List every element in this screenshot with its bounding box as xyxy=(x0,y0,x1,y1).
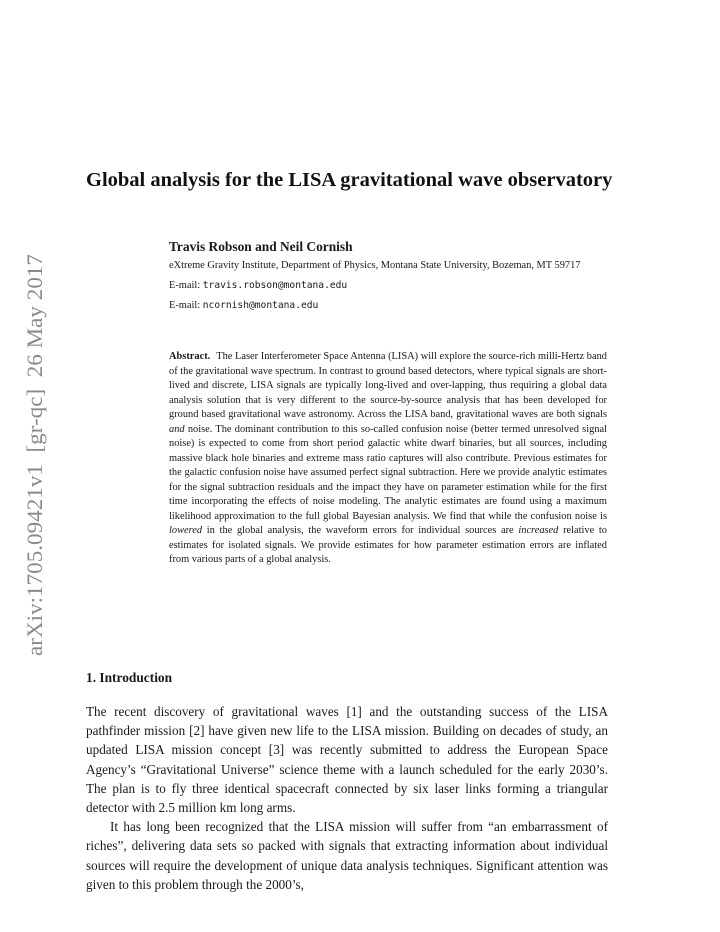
abstract-emphasis: lowered xyxy=(169,525,203,536)
affiliation: eXtreme Gravity Institute, Department of Physics, Montana State University, Bozeman, MT 59717 xyxy=(169,260,581,271)
abstract-text: in the global analysis, the waveform errors for individual sources are xyxy=(202,525,519,536)
email-label: E-mail: xyxy=(169,300,201,311)
abstract-emphasis: and xyxy=(169,423,185,435)
email-line xyxy=(169,279,619,293)
abstract-emphasis: increased xyxy=(518,525,559,536)
arxiv-identifier-sidebar xyxy=(18,250,50,662)
email-address[interactable]: ncornish@montana.edu xyxy=(202,300,319,311)
abstract-text: noise. The dominant contribution to this so-called confusion noise (better termed unresolved signal noise) is expected to come from short period galactic white dwarf binaries, but all sources, including massive black hole binaries and extreme mass ratio captures will also contribute. Previous estimates for the galactic confusion noise have assumed perfect signal subtraction. Here we provide analytic estimates for the signal subtraction residuals and the impact they have on parameter estimation while for the first time incorporating the effects of noise modeling. The analytic estimates are found using a maximum likelihood approximation to the full global Bayesian analysis. We find that while the confusion noise is xyxy=(169,423,607,522)
abstract-text: relative to estimates for isolated signals. We provide estimates for how parameter estimation errors are inflated from various parts of a global analysis. xyxy=(169,525,607,565)
email-address[interactable]: travis.robson@montana.edu xyxy=(202,280,348,291)
email-label: E-mail: xyxy=(169,280,201,291)
section-heading-introduction: 1. Introduction xyxy=(86,670,173,685)
introduction-body xyxy=(86,702,608,894)
paper-title: Global analysis for the LISA gravitational wave observatory xyxy=(86,169,613,191)
abstract-label: Abstract. xyxy=(169,351,211,362)
author-names: Travis Robson and Neil Cornish xyxy=(169,239,353,254)
email-line xyxy=(169,299,619,313)
body-paragraph: The recent discovery of gravitational waves [1] and the outstanding success of the LISA pathfinder mission [2] have given new life to the LISA mission. Building on decades of study, an updated LISA mission concept [3] was recently submitted to address the European Space Agency’s “Gravitational Universe” science theme with a launch scheduled for the early 2030’s. The plan is to fly three identical spacecraft connected by six laser links forming a triangular detector with 2.5 million km long arms. xyxy=(86,704,608,816)
arxiv-identifier-text: arXiv:1705.09421v1 [gr-qc] 26 May 2017 xyxy=(22,273,47,656)
body-paragraph: It has long been recognized that the LISA mission will suffer from “an embarrassment of riches”, delivering data sets so packed with signals that extracting information about individual sources will require the development of unique data analysis techniques. Significant attention was given to this problem through the 2000’s, xyxy=(86,819,608,892)
author-block xyxy=(169,238,619,319)
abstract-text: The Laser Interferometer Space Antenna (LISA) will explore the source-rich milli-Hertz band of the gravitational wave spectrum. In contrast to ground based detectors, where typical signals are short-lived and discrete, LISA signals are typically long-lived and over-lapping, thus requiring a global data analysis solution that is very different to the source-by-source analysis that has been developed for ground based gravitational wave astronomy. Across the LISA band, gravitational waves are both signals xyxy=(169,351,607,420)
arxiv-identifier-svg xyxy=(18,250,50,662)
abstract xyxy=(169,350,607,568)
